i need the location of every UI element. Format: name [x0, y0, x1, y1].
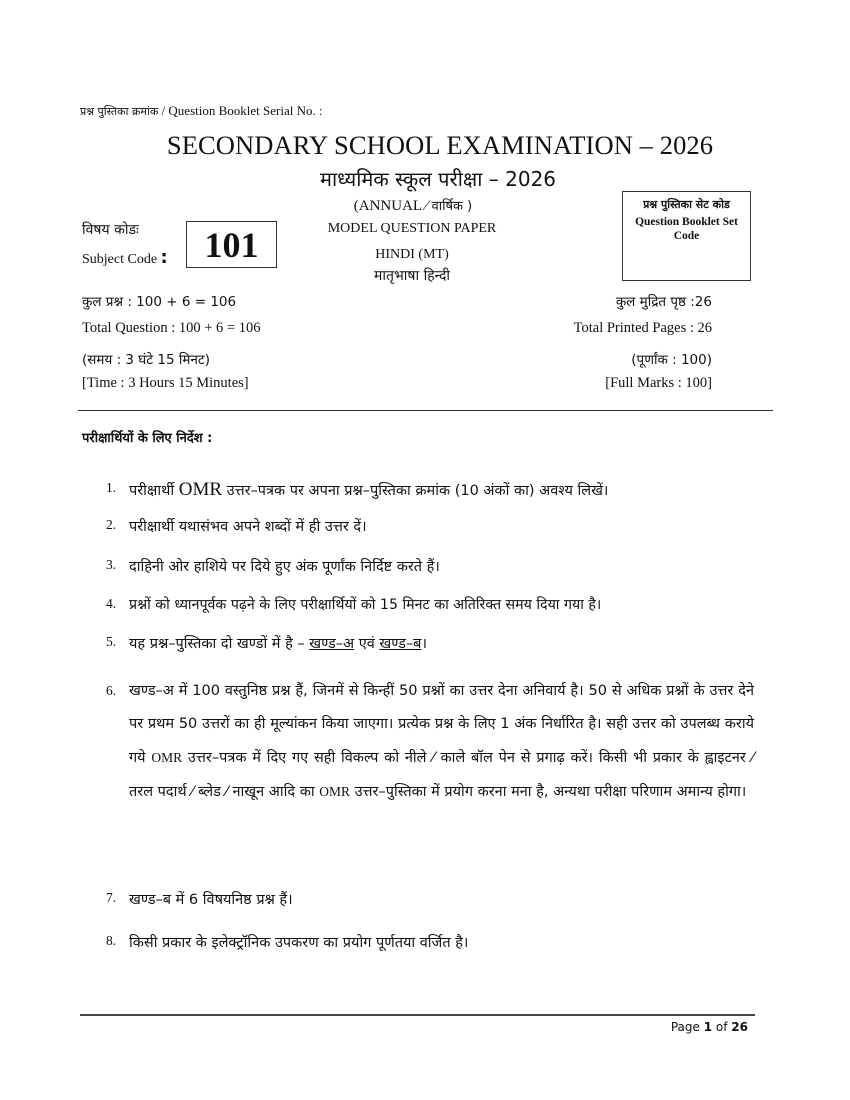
annual-hi: वार्षिक ) [431, 199, 473, 214]
full-marks-hi: (पूर्णांक : 100) [631, 352, 712, 368]
booklet-serial-label-hi: प्रश्न पुस्तिका क्रमांक [80, 105, 159, 118]
section-a-link: खण्ड–अ [309, 636, 355, 652]
omr-term: OMR [151, 750, 183, 765]
full-marks-en: [Full Marks : 100] [605, 375, 712, 391]
current-page: 1 [703, 1020, 713, 1034]
subject-code-label-en [82, 247, 168, 268]
omr-term: OMR [319, 784, 350, 799]
instruction-text-part: यह प्रश्न–पुस्तिका दो खण्डों में है – [129, 636, 310, 652]
subject-name-en: HINDI (MT) [375, 247, 449, 262]
subject-code-box [186, 221, 277, 268]
instruction-item [106, 675, 754, 809]
instruction-item [106, 516, 754, 536]
time-en: [Time : 3 Hours 15 Minutes] [82, 375, 249, 391]
instruction-item [106, 633, 754, 653]
annual-en: (ANNUAL [353, 198, 422, 214]
annual-sep: ⁄ [421, 198, 432, 214]
footer-divider [80, 1014, 755, 1016]
instruction-text: परीक्षार्थी यथासंभव अपने शब्दों में ही उत्तर दें। [129, 519, 367, 535]
instruction-number: 2. [106, 517, 117, 532]
printed-pages-en: Total Printed Pages : 26 [573, 320, 712, 336]
instruction-text: किसी प्रकार के इलेक्ट्रॉनिक उपकरण का प्रयोग पूर्णतया वर्जित है। [129, 935, 469, 951]
instructions-heading: परीक्षार्थियों के लिए निर्देश : [82, 431, 213, 446]
total-questions-en: Total Question : 100 + 6 = 106 [82, 320, 261, 336]
instruction-text-part: उत्तर–पुस्तिका में प्रयोग करना मना है, अन्यथा परीक्षा परिणाम अमान्य होगा। [349, 784, 747, 800]
booklet-serial-label [80, 103, 323, 119]
page-number [671, 1020, 748, 1034]
header-divider [78, 410, 773, 411]
instruction-text-part: खण्ड–अ में 100 वस्तुनिष्ठ प्रश्न हैं, जिनमें से किन्हीं 50 प्रश्नों का उत्तर देना अनिवार्य है। 50 से अधिक प्रश्नों के उत्तर देने पर प्रथम 50 उत्तरों का ही मूल्यांकन किया जाएगा। प्रत्येक प्रश्न के लिए 1 अंक निर्धारित है। सही उत्तर को उपलब्ध कराये गये [129, 683, 754, 766]
instruction-number: 6. [106, 683, 117, 698]
instruction-number: 3. [106, 557, 117, 572]
paper-type: MODEL QUESTION PAPER [327, 221, 497, 236]
instruction-number: 1. [106, 480, 117, 495]
exam-title-hi: माध्यमिक स्कूल परीक्षा – 2026 [319, 167, 557, 191]
subject-code-label-text: Subject Code [82, 252, 158, 267]
instruction-text-part: परीक्षार्थी [129, 483, 179, 499]
instruction-item [106, 595, 754, 614]
subject-name-hi: मातृभाषा हिन्दी [373, 268, 451, 284]
instruction-text [129, 479, 754, 501]
instruction-item [106, 889, 754, 909]
printed-pages-hi: कुल मुद्रित पृष्ठ :26 [615, 294, 712, 310]
instruction-number: 7. [106, 890, 117, 905]
booklet-set-code-box[interactable] [622, 191, 751, 281]
instruction-item [106, 932, 754, 952]
total-pages: 26 [731, 1020, 748, 1034]
instruction-item [106, 479, 754, 501]
instruction-number: 8. [106, 933, 117, 948]
total-questions-hi: कुल प्रश्न : 100 + 6 = 106 [82, 294, 237, 310]
subject-code-colon: : [160, 247, 168, 268]
booklet-serial-sep: / [158, 103, 169, 118]
subject-code-value: 101 [204, 224, 259, 265]
time-hi: (समय : 3 घंटे 15 मिनट) [82, 352, 210, 368]
instruction-text-part: उत्तर–पत्रक में दिए गए सही विकल्प को नीले ⁄ काले बॉल पेन से प्रगाढ़ करें। किसी भी प्रकार के ह्वाइटनर ⁄ तरल पदार्थ ⁄ ब्लेड ⁄ नाखून आदि का [129, 750, 755, 800]
instruction-number: 5. [106, 634, 117, 649]
section-b-link: खण्ड–ब [379, 636, 422, 652]
set-code-label-en: Question Booklet Set Code [635, 216, 738, 242]
omr-term: OMR [178, 479, 223, 500]
booklet-serial-label-en: Question Booklet Serial No. : [168, 103, 323, 118]
set-code-label-hi: प्रश्न पुस्तिका सेट कोड [643, 198, 730, 211]
instruction-text-part: उत्तर–पत्रक पर अपना प्रश्न–पुस्तिका क्रमांक (10 अंकों का) अवश्य लिखें। [222, 483, 609, 499]
exam-title-en: SECONDARY SCHOOL EXAMINATION – 2026 [166, 130, 714, 160]
instruction-item [106, 556, 754, 576]
instruction-text-part: । [421, 636, 427, 652]
instruction-text: दाहिनी ओर हाशिये पर दिये हुए अंक पूर्णांक निर्दिष्ट करते हैं। [129, 559, 440, 575]
page-label: Page [670, 1020, 700, 1034]
subject-code-label-hi: विषय कोडः [82, 222, 139, 238]
instruction-text: प्रश्नों को ध्यानपूर्वक पढ़ने के लिए परीक्षार्थियों को 15 मिनट का अतिरिक्त समय दिया गया है। [129, 597, 602, 613]
instruction-text: खण्ड–ब में 6 विषयनिष्ठ प्रश्न हैं। [129, 892, 293, 908]
instruction-text [129, 675, 754, 809]
instruction-text [129, 633, 754, 653]
of-label: of [715, 1020, 728, 1034]
instruction-number: 4. [106, 596, 117, 611]
instruction-text-part: एवं [354, 636, 380, 652]
